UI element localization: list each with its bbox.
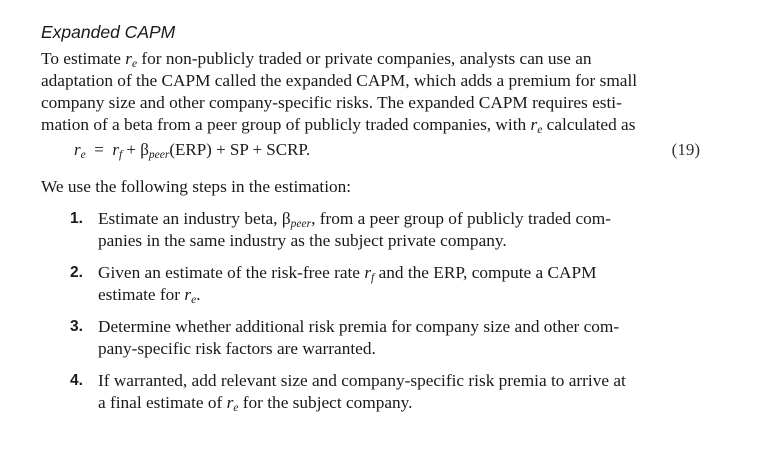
step-line: panies in the same industry as the subject private company. <box>98 231 507 250</box>
step-line: estimate for $r_e$. <box>98 285 201 306</box>
paragraph-line: adaptation of the CAPM called the expanded CAPM, which adds a premium for small <box>41 71 638 90</box>
intro-paragraph <box>41 48 741 136</box>
section-heading: Expanded CAPM <box>41 22 176 42</box>
step-number: 1. <box>70 210 83 227</box>
document-page <box>41 20 741 424</box>
paragraph-line: mation of a beta from a peer group of publicly traded companies, with $r_e$ calculated as <box>41 115 636 136</box>
equation-number: (19) <box>671 140 700 159</box>
step-number: 3. <box>70 318 83 335</box>
paragraph-line <box>41 48 741 70</box>
list-item <box>41 262 741 306</box>
step-line: Determine whether additional risk premia for company size and other com- <box>98 317 620 336</box>
steps-intro: We use the following steps in the estimation: <box>41 177 352 196</box>
step-line: Given an estimate of the risk-free rate $r_f$ and the ERP, compute a CAPM <box>98 263 597 284</box>
variable-r-e: $r_e$ <box>125 49 138 70</box>
list-item <box>41 370 741 414</box>
paragraph-line: company size and other company-specific risks. The expanded CAPM requires esti- <box>41 93 622 112</box>
equation-19 <box>41 137 741 163</box>
step-line: pany-specific risk factors are warranted. <box>98 339 376 358</box>
step-line: a final estimate of $r_e$ for the subject company. <box>98 393 413 414</box>
list-item <box>41 208 741 252</box>
text-span: To estimate <box>41 49 121 68</box>
step-line: Estimate an industry beta, $\beta_{peer}$, from a peer group of publicly traded com- <box>98 209 611 230</box>
variable-r-e: r <box>530 115 538 134</box>
steps-list <box>41 208 741 414</box>
list-item <box>41 316 741 360</box>
step-line: If warranted, add relevant size and company-specific risk premia to arrive at <box>98 371 626 390</box>
equation-expression: $r_e = r_f + \beta_{peer}(ERP)$ + SP + SCRP. <box>74 140 311 161</box>
step-number: 2. <box>70 264 83 281</box>
text-span: for non-publicly traded or private companies, analysts can use an <box>141 49 592 68</box>
step-number: 4. <box>70 372 83 389</box>
